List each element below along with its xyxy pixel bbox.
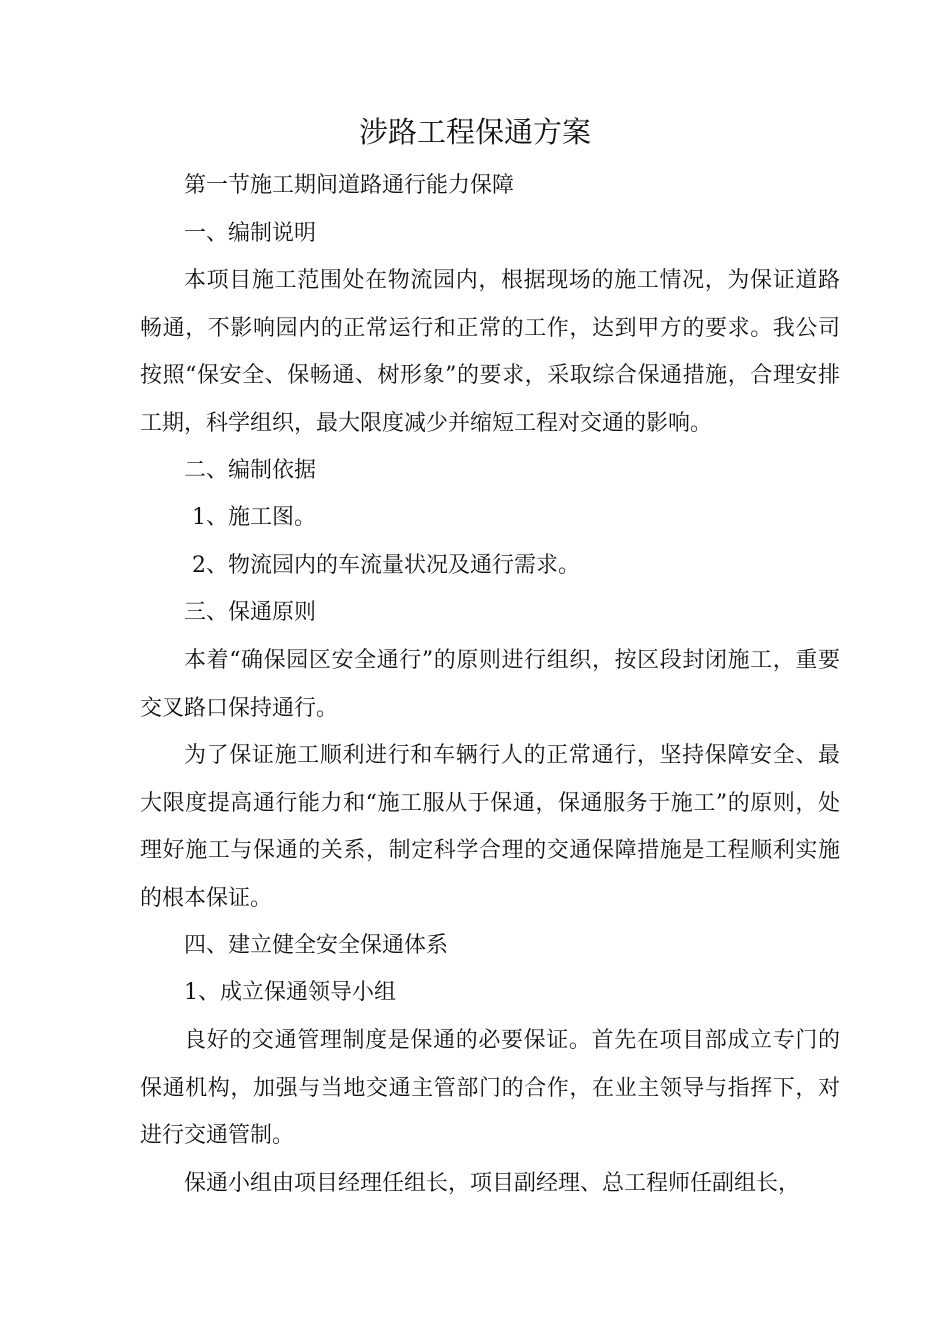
list-item: 1、施工图。 [192, 505, 316, 530]
list-item: 2、物流园内的车流量状况及通行需求。 [192, 553, 580, 578]
body-paragraph: 保通小组由项目经理任组长，项目副经理、总工程师任副组长， [184, 1171, 801, 1196]
document-title: 涉路工程保通方案 [358, 115, 591, 149]
section-heading: 第一节施工期间道路通行能力保障 [184, 173, 515, 198]
body-paragraph: 良好的交通管理制度是保通的必要保证。首先在项目部成立专门的保通机构，加强与当地交通主管部门的合作，在业主领导与指挥下，对进行交通管制。 [140, 1028, 840, 1148]
body-paragraph: 本项目施工范围处在物流园内，根据现场的施工情况，为保证道路畅通，不影响园内的正常运行和正常的工作，达到甲方的要求。我公司按照“保安全、保畅通、树形象”的要求，采取综合保通措施，合理安排工期，科学组织，最大限度减少并缩短工程对交通的影响。 [140, 268, 840, 436]
subsection-heading: 三、保通原则 [184, 600, 317, 625]
body-paragraph: 本着“确保园区安全通行”的原则进行组织，按区段封闭施工，重要交叉路口保持通行。 [140, 648, 840, 721]
subsection-heading: 二、编制依据 [184, 458, 317, 483]
subsection-heading: 四、建立健全安全保通体系 [184, 933, 449, 958]
subsection-heading: 一、编制说明 [184, 221, 317, 246]
body-paragraph: 为了保证施工顺利进行和车辆行人的正常通行，坚持保障安全、最大限度提高通行能力和“施工服从于保通，保通服务于施工”的原则，处理好施工与保通的关系，制定科学合理的交通保障措施是工程顺利实施的根本保证。 [140, 743, 840, 911]
list-item: 1、成立保通领导小组 [184, 980, 396, 1005]
